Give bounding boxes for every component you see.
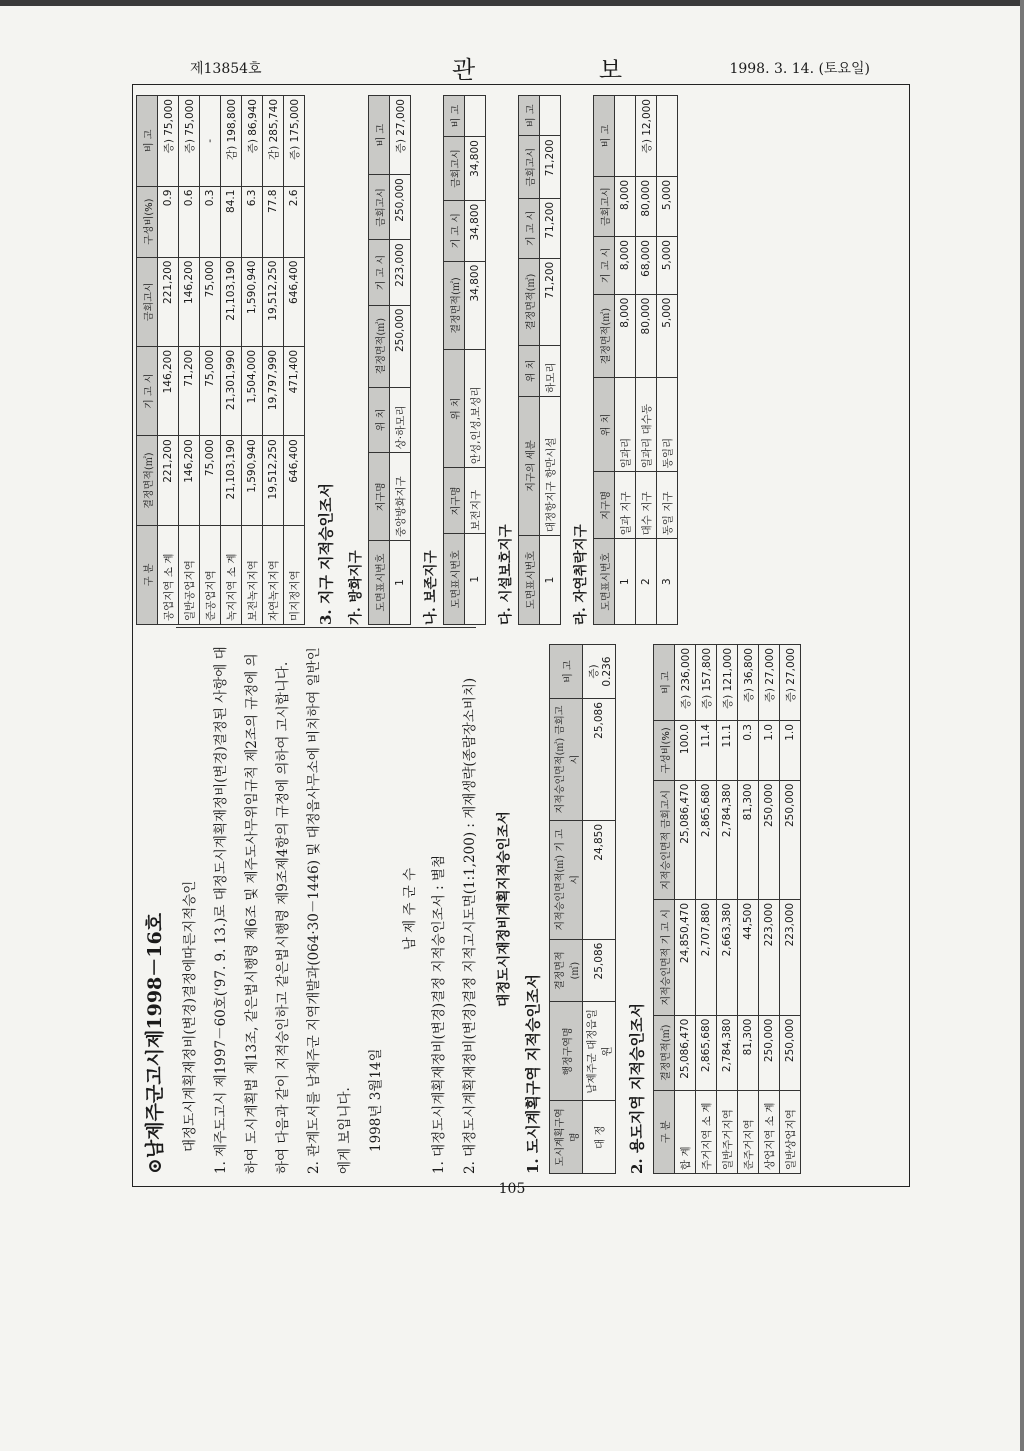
subsection-preservation: 나. 보존지구 bbox=[423, 550, 439, 625]
cell: 646,400 bbox=[284, 257, 305, 346]
cell: 증) 86,940 bbox=[242, 96, 263, 187]
col-header: 비 고 bbox=[444, 96, 465, 137]
cell: 250,000 bbox=[759, 1015, 780, 1090]
cell: 보전녹지지역 bbox=[242, 525, 263, 624]
table-row bbox=[696, 645, 717, 1174]
table-row bbox=[636, 96, 657, 625]
cell: 25,086,470 bbox=[675, 1015, 696, 1090]
cell: 75,000 bbox=[200, 436, 221, 525]
cell: 8,000 bbox=[615, 237, 636, 295]
cell: 221,200 bbox=[158, 436, 179, 525]
notice-item-1: 1. 대정도시계획재정비(변경)결정 지적승인조서 : 별첨 bbox=[431, 855, 447, 1174]
subsection-village: 라. 자연취락지구 bbox=[573, 524, 589, 625]
table-row bbox=[221, 96, 242, 625]
cell: 0.6 bbox=[179, 186, 200, 257]
col-header: 위 치 bbox=[519, 345, 540, 396]
col-header: 금회고시 bbox=[369, 175, 390, 240]
cell: 동일 지구 bbox=[657, 472, 678, 539]
section-3-title: 3. 지구 지적승인조서 bbox=[317, 482, 335, 625]
cell: 일과리 대수동 bbox=[636, 378, 657, 472]
cell: 34,800 bbox=[465, 200, 486, 261]
col-header: 지구명 bbox=[594, 472, 615, 539]
cell: 일과리 bbox=[615, 378, 636, 472]
col-header: 결정면적(㎡) bbox=[654, 1015, 675, 1090]
col-header: 기 고 시 bbox=[594, 237, 615, 295]
cell: 1 bbox=[615, 539, 636, 625]
cell: 250,000 bbox=[390, 175, 411, 240]
notice-issuer: 남 제 주 군 수 bbox=[402, 867, 418, 951]
gazette-header bbox=[190, 50, 870, 84]
col-header: 위 치 bbox=[369, 387, 390, 453]
subsection-fire: 가. 방화지구 bbox=[348, 550, 364, 625]
cell: 공업지역 소 계 bbox=[158, 525, 179, 624]
table-fire-district bbox=[368, 95, 411, 625]
notice-title: ⊙남제주군고시제1998－16호 bbox=[144, 912, 166, 1174]
col-header: 지적승인면적 기 고 시 bbox=[654, 899, 675, 1015]
center-title: 대정도시재정비계획지적승인조서 bbox=[496, 811, 512, 1007]
col-header: 비 고 bbox=[519, 96, 540, 136]
cell: 2,784,380 bbox=[717, 1015, 738, 1090]
scan-edge-right bbox=[1020, 0, 1024, 1451]
cell: 75,000 bbox=[200, 257, 221, 346]
left-column bbox=[136, 644, 801, 1174]
cell: 3 bbox=[657, 539, 678, 625]
cell: 증) 157,800 bbox=[696, 645, 717, 721]
col-header: 도면표시번호 bbox=[594, 539, 615, 625]
col-header: 비 고 bbox=[654, 645, 675, 721]
issue-date: 1998. 3. 14. (토요일) bbox=[729, 61, 870, 77]
col-header: 위 치 bbox=[444, 350, 465, 468]
cell: 77.8 bbox=[263, 186, 284, 257]
col-header: 기 고 시 bbox=[369, 240, 390, 305]
cell: 증) 0.236 bbox=[583, 645, 616, 699]
cell: 80,000 bbox=[636, 176, 657, 236]
col-header: 결정면적(㎡) bbox=[369, 305, 390, 387]
cell: 1 bbox=[390, 541, 411, 625]
cell: 6.3 bbox=[242, 186, 263, 257]
cell: 223,000 bbox=[390, 240, 411, 305]
table-preservation-district bbox=[443, 95, 486, 625]
table-zoning-continued bbox=[136, 95, 305, 625]
col-header: 기 고 시 bbox=[444, 200, 465, 261]
notice-subtitle: 대정도시계획재정비(변경)결정에따른지적승인 bbox=[182, 880, 198, 1152]
cell: 71,200 bbox=[540, 136, 561, 198]
cell: 21,103,190 bbox=[221, 257, 242, 346]
gazette-title: 관 보 bbox=[452, 56, 680, 84]
cell: 8,000 bbox=[615, 294, 636, 378]
cell: 25,086,470 bbox=[675, 780, 696, 899]
col-header: 구 분 bbox=[654, 1090, 675, 1173]
cell: 250,000 bbox=[780, 780, 801, 899]
col-header: 결정면적(㎡) bbox=[444, 261, 465, 349]
col-header: 도면표시번호 bbox=[519, 536, 540, 625]
table-village-district bbox=[593, 95, 678, 625]
cell bbox=[540, 96, 561, 136]
cell: 19,797,990 bbox=[263, 346, 284, 435]
table-row bbox=[390, 96, 411, 625]
cell: 1 bbox=[465, 534, 486, 625]
cell: 일과 지구 bbox=[615, 472, 636, 539]
cell: 증) 175,000 bbox=[284, 96, 305, 187]
table-row bbox=[200, 96, 221, 625]
cell: 24,850,470 bbox=[675, 899, 696, 1015]
cell: 34,800 bbox=[465, 261, 486, 349]
cell: 5,000 bbox=[657, 176, 678, 236]
rotated-content bbox=[136, 90, 906, 1180]
cell: 일반공업지역 bbox=[179, 525, 200, 624]
table-row bbox=[242, 96, 263, 625]
cell: - bbox=[200, 96, 221, 187]
page-number: 105 bbox=[498, 1181, 526, 1197]
col-header: 도시계획구역명 bbox=[550, 1101, 583, 1174]
cell: 대정항지구 항만시설 bbox=[540, 396, 561, 535]
cell: 안성,인성,보성리 bbox=[465, 350, 486, 468]
cell: 8,000 bbox=[615, 176, 636, 236]
cell bbox=[615, 96, 636, 177]
cell: 주거지역 소 계 bbox=[696, 1090, 717, 1173]
table-row bbox=[657, 96, 678, 625]
cell: 5,000 bbox=[657, 237, 678, 295]
cell: 준공업지역 bbox=[200, 525, 221, 624]
col-header: 금회고시 bbox=[444, 137, 465, 201]
notice-para-2: 2. 관계도서를 남제주군 지역개발과(064·30－1446) 및 대정읍사무소에 비치하여 일반인에게 보입니다. bbox=[306, 647, 353, 1174]
col-header: 금회고시 bbox=[137, 257, 158, 346]
cell: 0.3 bbox=[738, 721, 759, 781]
cell: 증) 75,000 bbox=[158, 96, 179, 187]
cell: 0.3 bbox=[200, 186, 221, 257]
cell: 471,400 bbox=[284, 346, 305, 435]
table-row bbox=[263, 96, 284, 625]
cell: 25,086 bbox=[583, 699, 616, 821]
cell: 80,000 bbox=[636, 294, 657, 378]
col-header: 도면표시번호 bbox=[444, 534, 465, 625]
col-header: 위 치 bbox=[594, 378, 615, 472]
col-header: 비 고 bbox=[137, 96, 158, 187]
notice-para-1: 1. 제주도고시 제1997－60호('97. 9. 13.)로 대정도시계획재정비(변경)결정된 사항에 대하여 도시계획법 제13조, 같은법시행령 제6조 및 제주도사무위임규칙 제2조의 규정에 의하여 다음과 같이 지적승인하고 같은법시행령 제9조제4항의 규정에 의하여 고시합니다. bbox=[213, 646, 291, 1174]
col-header: 비 고 bbox=[369, 96, 390, 175]
cell: 동일리 bbox=[657, 378, 678, 472]
table-row bbox=[540, 96, 561, 625]
cell: 146,200 bbox=[179, 436, 200, 525]
cell bbox=[465, 96, 486, 137]
cell: 증) 27,000 bbox=[759, 645, 780, 721]
cell: 2,663,380 bbox=[717, 899, 738, 1015]
col-header: 지구명 bbox=[369, 453, 390, 541]
cell: 2,865,680 bbox=[696, 780, 717, 899]
section-1-title: 1. 도시계획구역 지적승인조서 bbox=[524, 974, 542, 1174]
cell: 상업지역 소 계 bbox=[759, 1090, 780, 1173]
cell: 중앙방화지구 bbox=[390, 453, 411, 541]
section-2-title: 2. 용도지역 지적승인조서 bbox=[628, 1002, 646, 1174]
issue-number: 제13854호 bbox=[190, 61, 262, 77]
col-header: 기 고 시 bbox=[519, 198, 540, 258]
cell: 81,300 bbox=[738, 1015, 759, 1090]
col-header: 지적승인면적 금회고시 bbox=[654, 780, 675, 899]
cell: 0.9 bbox=[158, 186, 179, 257]
cell: 2,784,380 bbox=[717, 780, 738, 899]
subsection-facility: 다. 시설보호지구 bbox=[498, 524, 514, 625]
cell: 대수 지구 bbox=[636, 472, 657, 539]
cell: 1.0 bbox=[780, 721, 801, 781]
col-header: 구성비(%) bbox=[654, 721, 675, 781]
column-divider bbox=[176, 627, 476, 628]
cell: 146,200 bbox=[179, 257, 200, 346]
scan-edge bbox=[0, 0, 1024, 6]
cell: 증) 36,800 bbox=[738, 645, 759, 721]
cell: 보전지구 bbox=[465, 468, 486, 534]
right-column bbox=[136, 95, 678, 625]
col-header: 기 고 시 bbox=[137, 346, 158, 435]
col-header: 도면표시번호 bbox=[369, 541, 390, 625]
col-header: 지구명 bbox=[444, 468, 465, 534]
cell: 24,850 bbox=[583, 820, 616, 939]
cell: 2,865,680 bbox=[696, 1015, 717, 1090]
table-row bbox=[179, 96, 200, 625]
cell: 71,200 bbox=[540, 258, 561, 345]
cell: 1,590,940 bbox=[242, 257, 263, 346]
table-row bbox=[780, 645, 801, 1174]
table-row bbox=[284, 96, 305, 625]
cell: 준주거지역 bbox=[738, 1090, 759, 1173]
cell: 증) 236,000 bbox=[675, 645, 696, 721]
table-row bbox=[738, 645, 759, 1174]
cell: 21,103,190 bbox=[221, 436, 242, 525]
cell: 감) 198,800 bbox=[221, 96, 242, 187]
cell: 1 bbox=[540, 536, 561, 625]
cell: 34,800 bbox=[465, 137, 486, 201]
col-header: 비 고 bbox=[594, 96, 615, 177]
cell: 일반상업지역 bbox=[780, 1090, 801, 1173]
cell: 증) 27,000 bbox=[780, 645, 801, 721]
cell: 250,000 bbox=[780, 1015, 801, 1090]
table-facility-district bbox=[518, 95, 561, 625]
notice-date: 1998년 3월14일 bbox=[368, 1048, 384, 1152]
table-zoning bbox=[653, 644, 801, 1174]
col-header: 결정면적(㎡) bbox=[594, 294, 615, 378]
cell: 상·하모리 bbox=[390, 387, 411, 453]
table-urban-area bbox=[549, 644, 616, 1174]
cell: 1.0 bbox=[759, 721, 780, 781]
cell: 2 bbox=[636, 539, 657, 625]
cell: 250,000 bbox=[390, 305, 411, 387]
col-header: 지적승인면적(㎡) 금회고시 bbox=[550, 699, 583, 821]
col-header: 행정구역명 bbox=[550, 1002, 583, 1101]
table-row bbox=[465, 96, 486, 625]
cell: 68,000 bbox=[636, 237, 657, 295]
table-row bbox=[615, 96, 636, 625]
cell: 1,590,940 bbox=[242, 436, 263, 525]
cell: 증) 12,000 bbox=[636, 96, 657, 177]
cell: 250,000 bbox=[759, 780, 780, 899]
notice-item-2: 2. 대정도시계획재정비(변경)결정 지적고시도면(1:1,200) : 게재생략(종람장소비치) bbox=[462, 677, 478, 1174]
cell: 일반주거지역 bbox=[717, 1090, 738, 1173]
cell: 221,200 bbox=[158, 257, 179, 346]
cell: 미지정지역 bbox=[284, 525, 305, 624]
cell: 75,000 bbox=[200, 346, 221, 435]
table-row bbox=[717, 645, 738, 1174]
col-header: 지적승인면적(㎡) 기 고 시 bbox=[550, 820, 583, 939]
table-row bbox=[158, 96, 179, 625]
cell: 100.0 bbox=[675, 721, 696, 781]
cell: 81,300 bbox=[738, 780, 759, 899]
cell: 증) 27,000 bbox=[390, 96, 411, 175]
cell: 21,301,990 bbox=[221, 346, 242, 435]
cell: 71,200 bbox=[540, 198, 561, 258]
cell: 자연녹지지역 bbox=[263, 525, 284, 624]
cell: 5,000 bbox=[657, 294, 678, 378]
cell: 녹지지역 소 계 bbox=[221, 525, 242, 624]
col-header: 금회고시 bbox=[594, 176, 615, 236]
cell: 하모리 bbox=[540, 345, 561, 396]
cell: 223,000 bbox=[780, 899, 801, 1015]
cell: 감) 285,740 bbox=[263, 96, 284, 187]
cell: 대 정 bbox=[583, 1101, 616, 1174]
cell: 44,500 bbox=[738, 899, 759, 1015]
cell: 증) 121,000 bbox=[717, 645, 738, 721]
cell: 146,200 bbox=[158, 346, 179, 435]
cell: 11.1 bbox=[717, 721, 738, 781]
cell: 증) 75,000 bbox=[179, 96, 200, 187]
col-header: 금회고시 bbox=[519, 136, 540, 198]
table-row bbox=[583, 645, 616, 1174]
col-header: 지구의 세분 bbox=[519, 396, 540, 535]
cell: 84.1 bbox=[221, 186, 242, 257]
cell: 1,504,000 bbox=[242, 346, 263, 435]
cell: 2,707,880 bbox=[696, 899, 717, 1015]
cell: 19,512,250 bbox=[263, 436, 284, 525]
cell: 71,200 bbox=[179, 346, 200, 435]
cell: 11.4 bbox=[696, 721, 717, 781]
cell: 19,512,250 bbox=[263, 257, 284, 346]
col-header: 구성비(%) bbox=[137, 186, 158, 257]
col-header: 결정면적(㎡) bbox=[519, 258, 540, 345]
cell: 남제주군 대정읍일원 bbox=[583, 1002, 616, 1101]
table-row bbox=[675, 645, 696, 1174]
col-header: 비 고 bbox=[550, 645, 583, 699]
cell: 합 계 bbox=[675, 1090, 696, 1173]
col-header: 구 분 bbox=[137, 525, 158, 624]
cell bbox=[657, 96, 678, 177]
cell: 25,086 bbox=[583, 939, 616, 1002]
cell: 223,000 bbox=[759, 899, 780, 1015]
table-row bbox=[759, 645, 780, 1174]
col-header: 결정면적(㎡) bbox=[550, 939, 583, 1002]
col-header: 결정면적(㎡) bbox=[137, 436, 158, 525]
cell: 646,400 bbox=[284, 436, 305, 525]
cell: 2.6 bbox=[284, 186, 305, 257]
